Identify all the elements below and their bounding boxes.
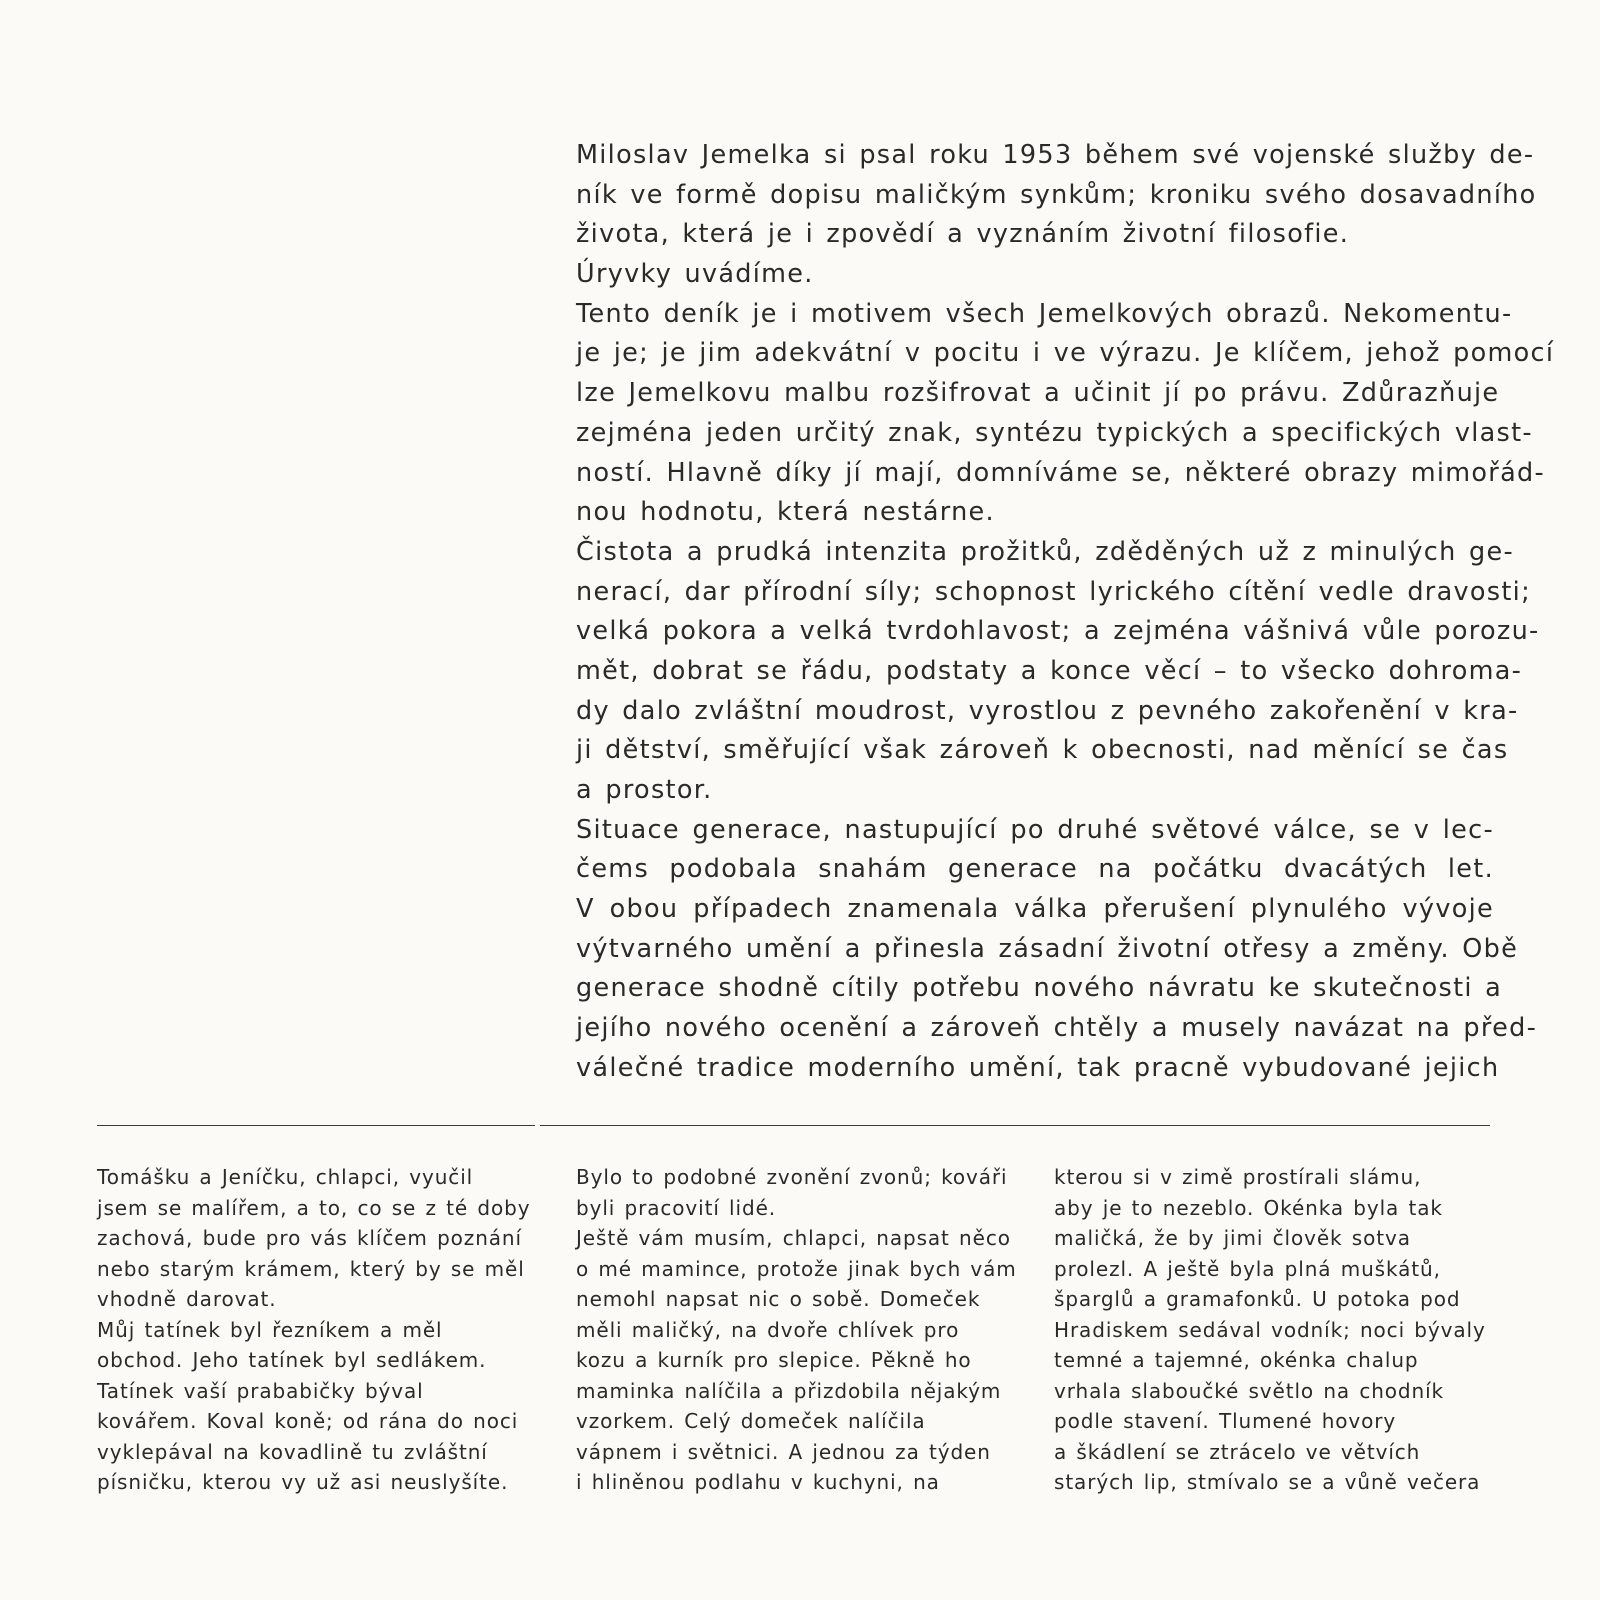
diary-line: vhodně darovat. — [97, 1287, 277, 1311]
main-text-line: Čistota a prudká intenzita prožitků, zděděných už z minulých ge- — [576, 536, 1514, 567]
divider-rule-right — [540, 1125, 1490, 1126]
main-text-line: života, která je i zpovědí a vyznáním životní filosofie. — [576, 219, 1350, 250]
diary-line: kovářem. Koval koně; od rána do noci — [97, 1409, 519, 1433]
main-text-line: Situace generace, nastupující po druhé světové válce, se v lec- — [576, 814, 1494, 845]
diary-line: Tatínek vaší prababičky býval — [97, 1378, 424, 1403]
diary-column-3 — [1054, 1162, 1504, 1498]
diary-line: Hradiskem sedával vodník; noci bývaly — [1054, 1317, 1486, 1342]
divider-rule-left — [97, 1125, 535, 1126]
diary-line: maminka nalíčila a přizdobila nějakým — [576, 1378, 1002, 1403]
diary-column-2 — [576, 1162, 1026, 1498]
diary-line: vzorkem. Celý domeček nalíčila — [576, 1409, 926, 1433]
diary-line: vyklepával na kovadlině tu zvláštní — [97, 1439, 488, 1464]
main-text-line: ností. Hlavně díky jí mají, domníváme se, některé obrazy mimořád- — [576, 457, 1545, 488]
main-text-line: válečné tradice moderního umění, tak pracně vybudované jejich — [576, 1052, 1500, 1083]
diary-line: jsem se malířem, a to, co se z té doby — [97, 1195, 531, 1220]
diary-line: vrhala slaboučké světlo na chodník — [1054, 1378, 1445, 1403]
diary-line: aby je to nezeblo. Okénka byla tak — [1054, 1195, 1443, 1220]
diary-line: písničku, kterou vy už asi neuslyšíte. — [97, 1470, 509, 1494]
diary-line: starých lip, stmívalo se a vůně večera — [1054, 1470, 1481, 1494]
diary-line: a škádlení se ztrácelo ve větvích — [1054, 1439, 1421, 1464]
diary-line: zachová, bude pro vás klíčem poznání — [97, 1226, 522, 1250]
diary-line: Bylo to podobné zvonění zvonů; kováři — [576, 1165, 1008, 1189]
diary-line: kozu a kurník pro slepice. Pěkně ho — [576, 1348, 972, 1372]
main-text-line: mět, dobrat se řádu, podstaty a konce věcí – to všecko dohroma- — [576, 655, 1523, 686]
diary-line: nebo starým krámem, který by se měl — [97, 1256, 525, 1281]
main-text-line: Tento deník je i motivem všech Jemelkových obrazů. Nekomentu- — [576, 298, 1513, 329]
diary-line: Tomášku a Jeníčku, chlapci, vyučil — [97, 1165, 474, 1189]
diary-line: maličká, že by jimi člověk sotva — [1054, 1226, 1411, 1250]
diary-column-1 — [97, 1162, 547, 1498]
main-text-line: čems podobala snahám generace na počátku dvacátých let. — [576, 854, 1494, 885]
main-text-line: V obou případech znamenala válka přerušení plynulého vývoje — [576, 894, 1494, 925]
diary-line: měli maličký, na dvoře chlívek pro — [576, 1317, 960, 1342]
main-text-line: nou hodnotu, která nestárne. — [576, 497, 995, 528]
diary-line: Můj tatínek byl řezníkem a měl — [97, 1317, 443, 1342]
diary-line: kterou si v zimě prostírali slámu, — [1054, 1165, 1422, 1189]
diary-line: nemohl napsat nic o sobě. Domeček — [576, 1287, 981, 1311]
diary-line: o mé mamince, protože jinak bych vám — [576, 1256, 1017, 1281]
main-text-block — [576, 136, 1555, 1089]
main-text-line: je je; je jim adekvátní v pocitu i ve výrazu. Je klíčem, jehož pomocí — [576, 338, 1555, 369]
diary-line: Ještě vám musím, chlapci, napsat něco — [576, 1226, 1011, 1250]
diary-line: temné a tajemné, okénka chalup — [1054, 1348, 1419, 1372]
main-text-line: jejího nového ocenění a zároveň chtěly a musely navázat na před- — [576, 1013, 1538, 1044]
diary-line: šparglů a gramafonků. U potoka pod — [1054, 1287, 1461, 1311]
main-text-line: Úryvky uvádíme. — [576, 259, 814, 290]
diary-line: vápnem i světnici. A jednou za týden — [576, 1439, 991, 1464]
diary-line: byli pracovití lidé. — [576, 1195, 777, 1220]
main-text-line: Miloslav Jemelka si psal roku 1953 během své vojenské služby de- — [576, 140, 1535, 170]
main-text-line: ji dětství, směřující však zároveň k obecnosti, nad měnící se čas — [576, 735, 1509, 766]
main-text-line: velká pokora a velká tvrdohlavost; a zejména vášnivá vůle porozu- — [576, 616, 1540, 647]
diary-line: podle stavení. Tlumené hovory — [1054, 1409, 1397, 1433]
diary-line: prolezl. A ještě byla plná muškátů, — [1054, 1256, 1441, 1281]
diary-line: i hliněnou podlahu v kuchyni, na — [576, 1470, 940, 1494]
main-text-line: generace shodně cítily potřebu nového návratu ke skutečnosti a — [576, 973, 1503, 1004]
main-text-line: lze Jemelkovu malbu rozšifrovat a učinit jí po právu. Zdůrazňuje — [576, 378, 1500, 409]
main-text-line: nerací, dar přírodní síly; schopnost lyrického cítění vedle dravosti; — [576, 576, 1531, 607]
main-text-line: ník ve formě dopisu maličkým synkům; kroniku svého dosavadního — [576, 179, 1537, 210]
main-text-line: zejména jeden určitý znak, syntézu typických a specifických vlast- — [576, 417, 1533, 448]
main-text-line: výtvarného umění a přinesla zásadní životní otřesy a změny. Obě — [576, 933, 1519, 964]
main-text-line: a prostor. — [576, 775, 713, 805]
diary-line: obchod. Jeho tatínek byl sedlákem. — [97, 1348, 487, 1372]
main-text-line: dy dalo zvláštní moudrost, vyrostlou z pevného zakořenění v kra- — [576, 695, 1519, 726]
